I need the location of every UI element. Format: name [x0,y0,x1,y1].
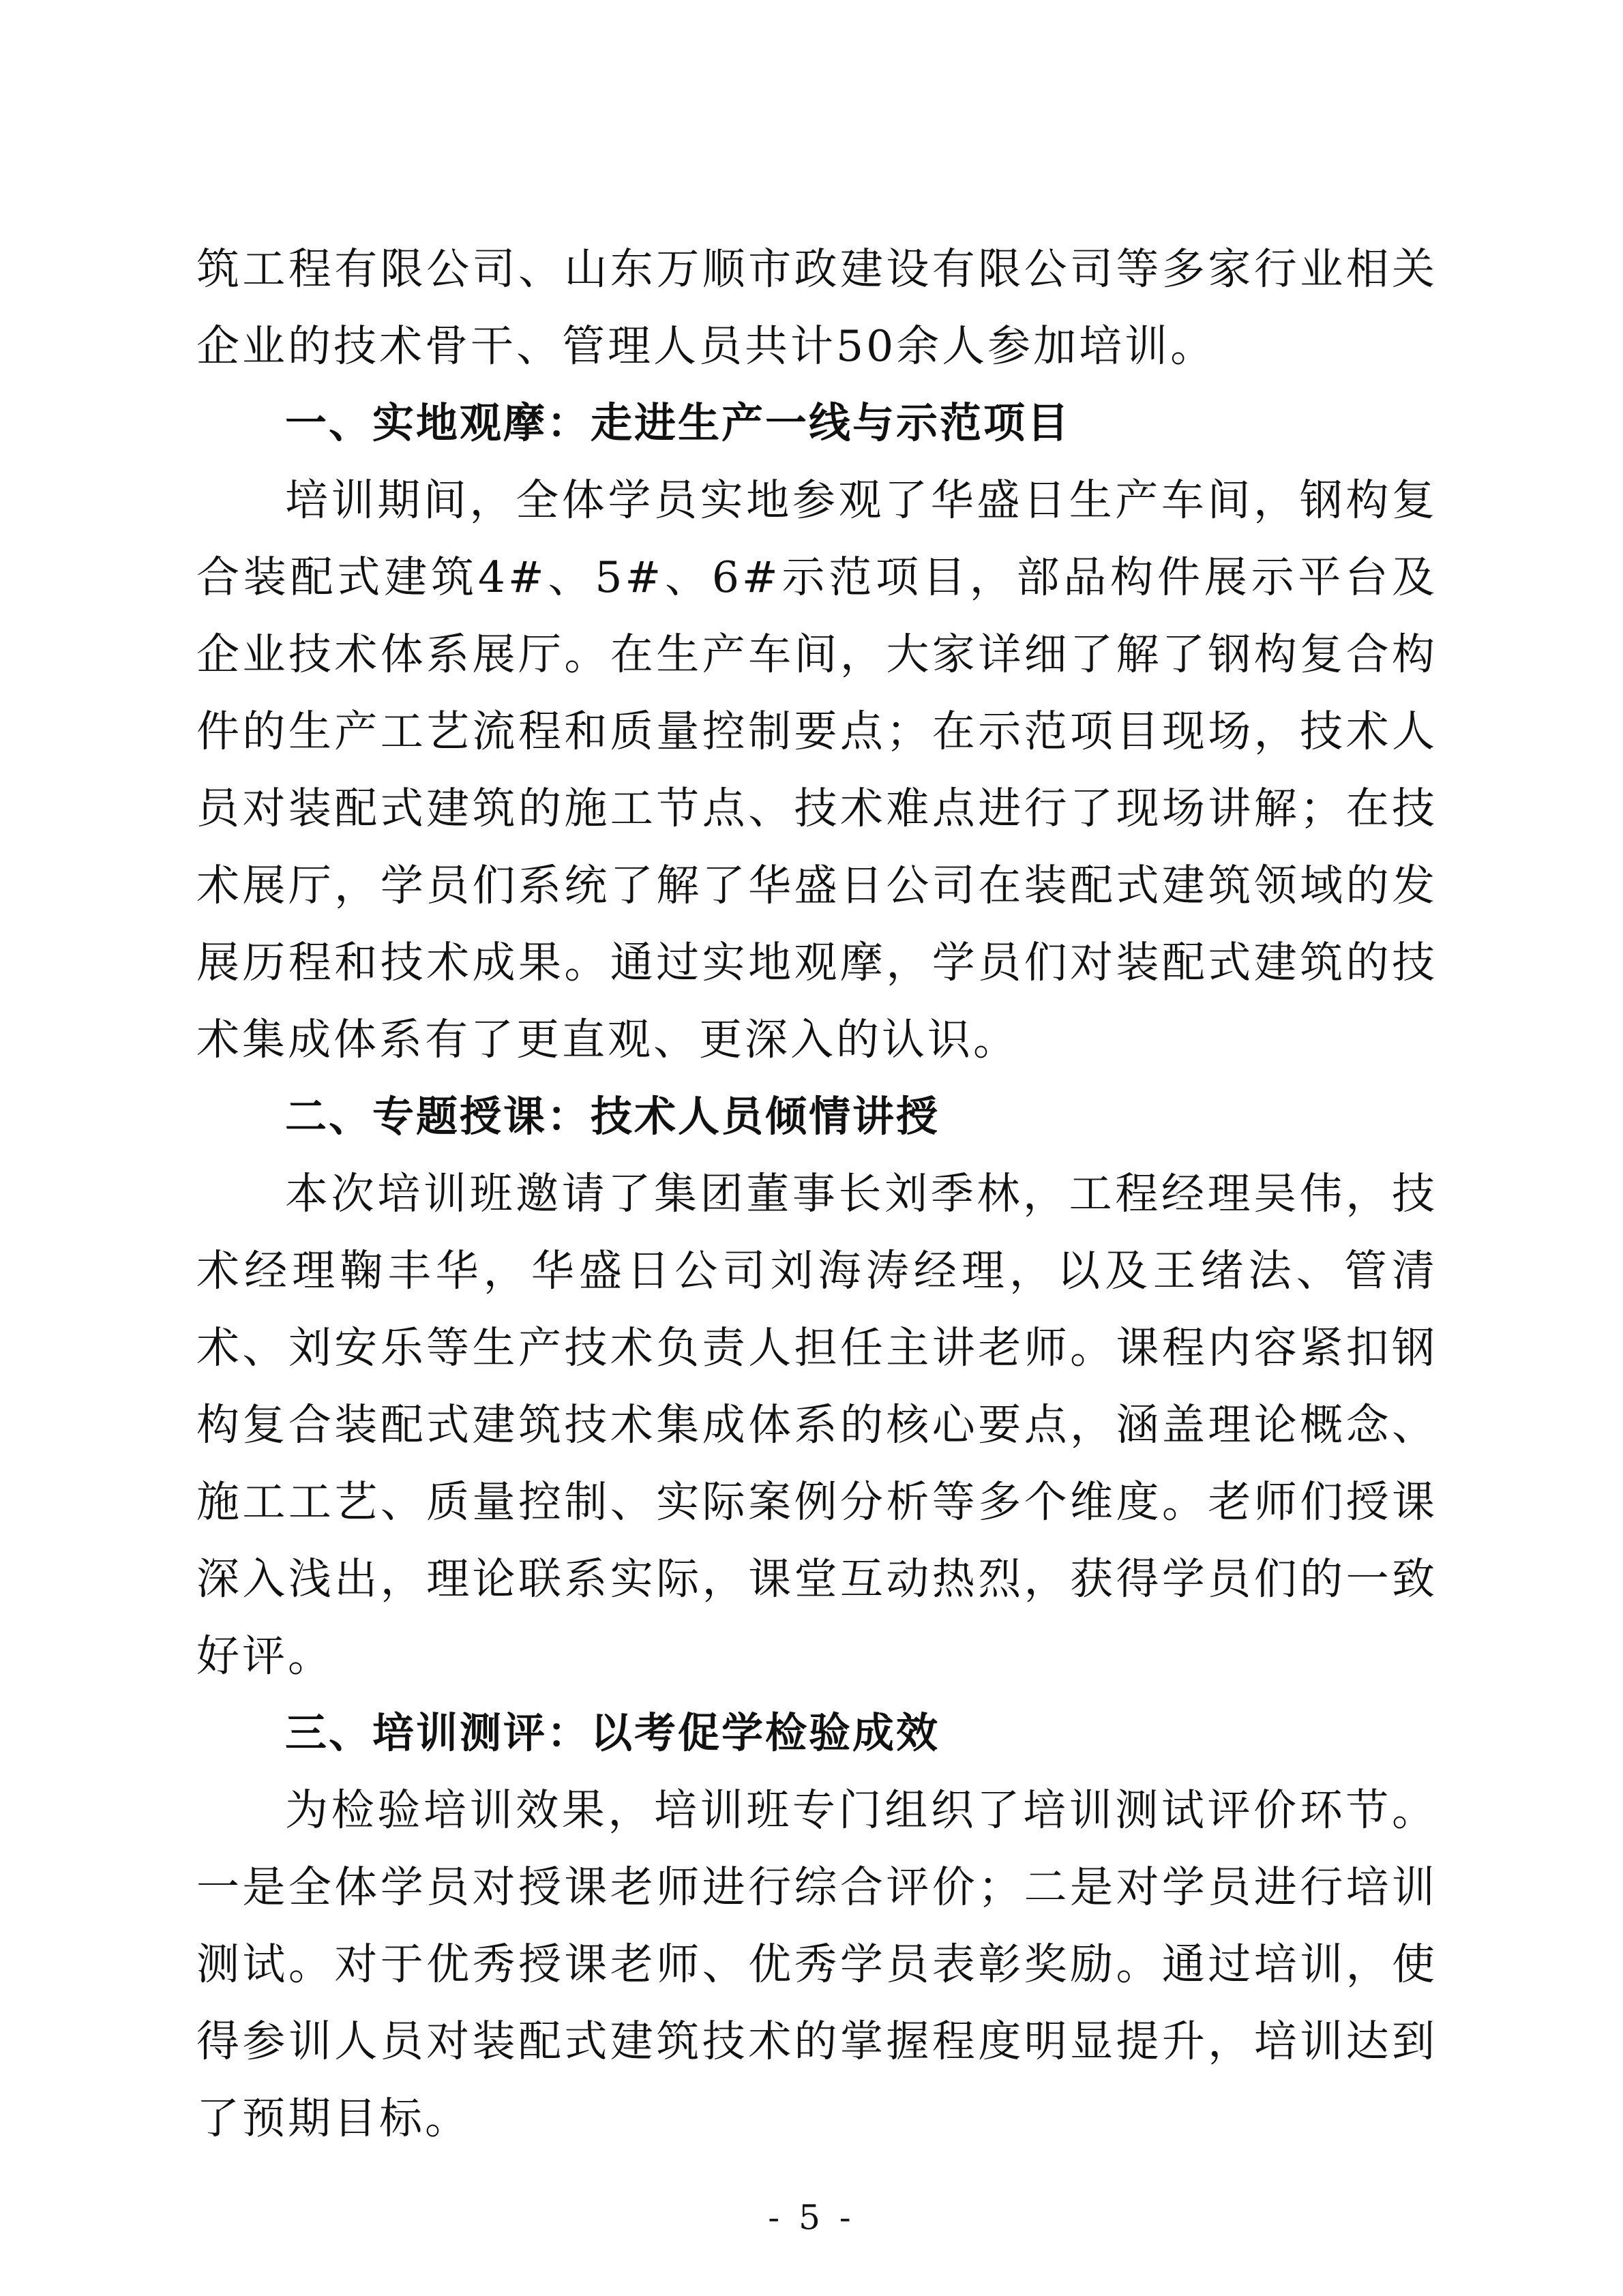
section-heading-lectures: 二、专题授课：技术人员倾情讲授 [285,1092,940,1141]
page-number: - 5 - [768,2198,855,2237]
paragraph-site-visit: 培训期间，全体学员实地参观了华盛日生产车间，钢构复合装配式建筑4#、5#、6#示范项目，部品构件展示平台及企业技术体系展厅。在生产车间，大家详细了解了钢构复合构件的生产工艺流程和质量控制要点；在示范项目现场，技术人员对装配式建筑的施工节点、技术难点进行了现场讲解；在技术展厅，学员们系统了解了华盛日公司在装配式建筑领域的发展历程和技术成果。通过实地观摩，学员们对装配式建筑的技术集成体系有了更直观、更深入的认识。 [196,475,1438,1064]
paragraph-lectures: 本次培训班邀请了集团董事长刘季林，工程经理吴伟，技术经理鞠丰华，华盛日公司刘海涛经理，以及王绪法、管清术、刘安乐等生产技术负责人担任主讲老师。课程内容紧扣钢构复合装配式建筑技术集成体系的核心要点，涵盖理论概念、施工工艺、质量控制、实际案例分析等多个维度。老师们授课深入浅出，理论联系实际，课堂互动热烈，获得学员们的一致好评。 [196,1169,1438,1681]
document-body [196,230,1438,2157]
section-heading-site-visit: 一、实地观摩：走进生产一线与示范项目 [285,399,1071,447]
paragraph-intro-continuation: 筑工程有限公司、山东万顺市政建设有限公司等多家行业相关企业的技术骨干、管理人员共计50余人参加培训。 [196,244,1438,371]
paragraph-evaluation: 为检验培训效果，培训班专门组织了培训测试评价环节。一是全体学员对授课老师进行综合评价；二是对学员进行培训测试。对于优秀授课老师、优秀学员表彰奖励。通过培训，使得参训人员对装配式建筑技术的掌握程度明显提升，培训达到了预期目标。 [196,1785,1438,2143]
section-heading-evaluation: 三、培训测评：以考促学检验成效 [285,1709,940,1757]
